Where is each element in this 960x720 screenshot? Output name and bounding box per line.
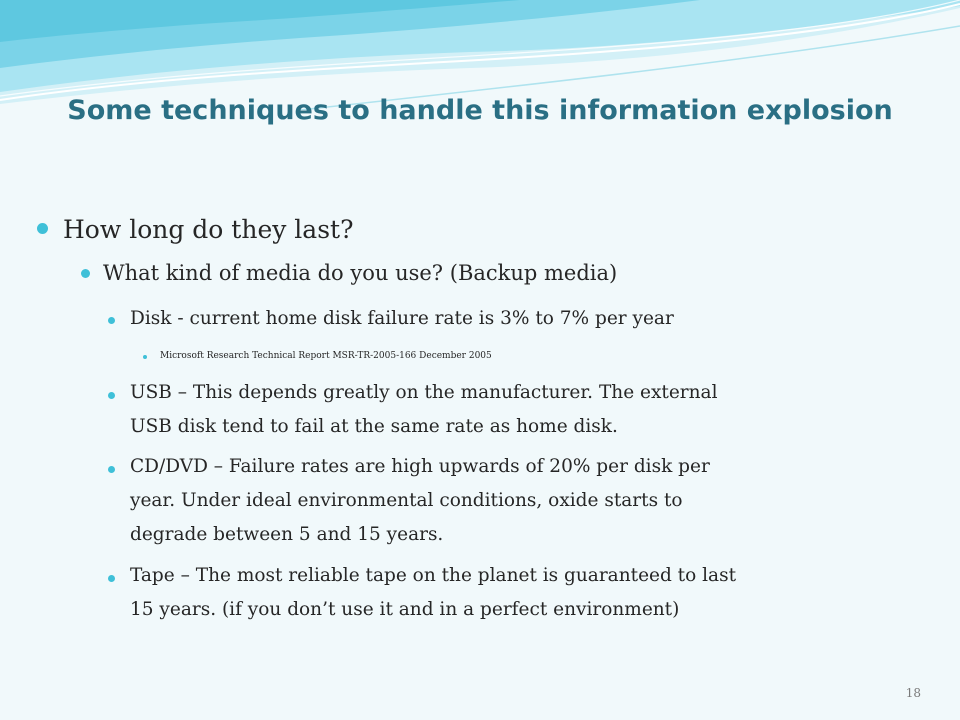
bullet-disk-text: Disk - current home disk failure rate is 3% to 7% per year <box>130 308 674 329</box>
bullet-level2-text: What kind of media do you use? (Backup media) <box>103 261 618 285</box>
bullet-icon <box>143 355 147 359</box>
bullet-icon <box>108 575 115 582</box>
bullet-level1-text: How long do they last? <box>63 215 354 244</box>
bullet-reference-text: Microsoft Research Technical Report MSR-TR-2005-166 December 2005 <box>160 351 492 361</box>
header-wave-graphic <box>0 0 960 110</box>
bullet-tape-line1: Tape – The most reliable tape on the planet is guaranteed to last <box>130 565 737 586</box>
slide-title: Some techniques to handle this information explosion <box>67 95 893 126</box>
bullet-icon <box>81 269 90 278</box>
bullet-icon <box>37 223 48 234</box>
bullet-usb-line2: USB disk tend to fail at the same rate as home disk. <box>130 416 618 437</box>
bullet-cd-line2: year. Under ideal environmental conditions, oxide starts to <box>130 490 683 511</box>
bullet-cd-line3: degrade between 5 and 15 years. <box>130 524 444 545</box>
bullet-icon <box>108 317 115 324</box>
bullet-icon <box>108 392 115 399</box>
slide-page-number: 18 <box>905 686 921 700</box>
bullet-icon <box>108 466 115 473</box>
bullet-usb-line1: USB – This depends greatly on the manufacturer. The external <box>130 382 718 403</box>
bullet-tape-line2: 15 years. (if you don’t use it and in a perfect environment) <box>130 599 680 620</box>
bullet-cd-line1: CD/DVD – Failure rates are high upwards of 20% per disk per <box>130 456 710 477</box>
